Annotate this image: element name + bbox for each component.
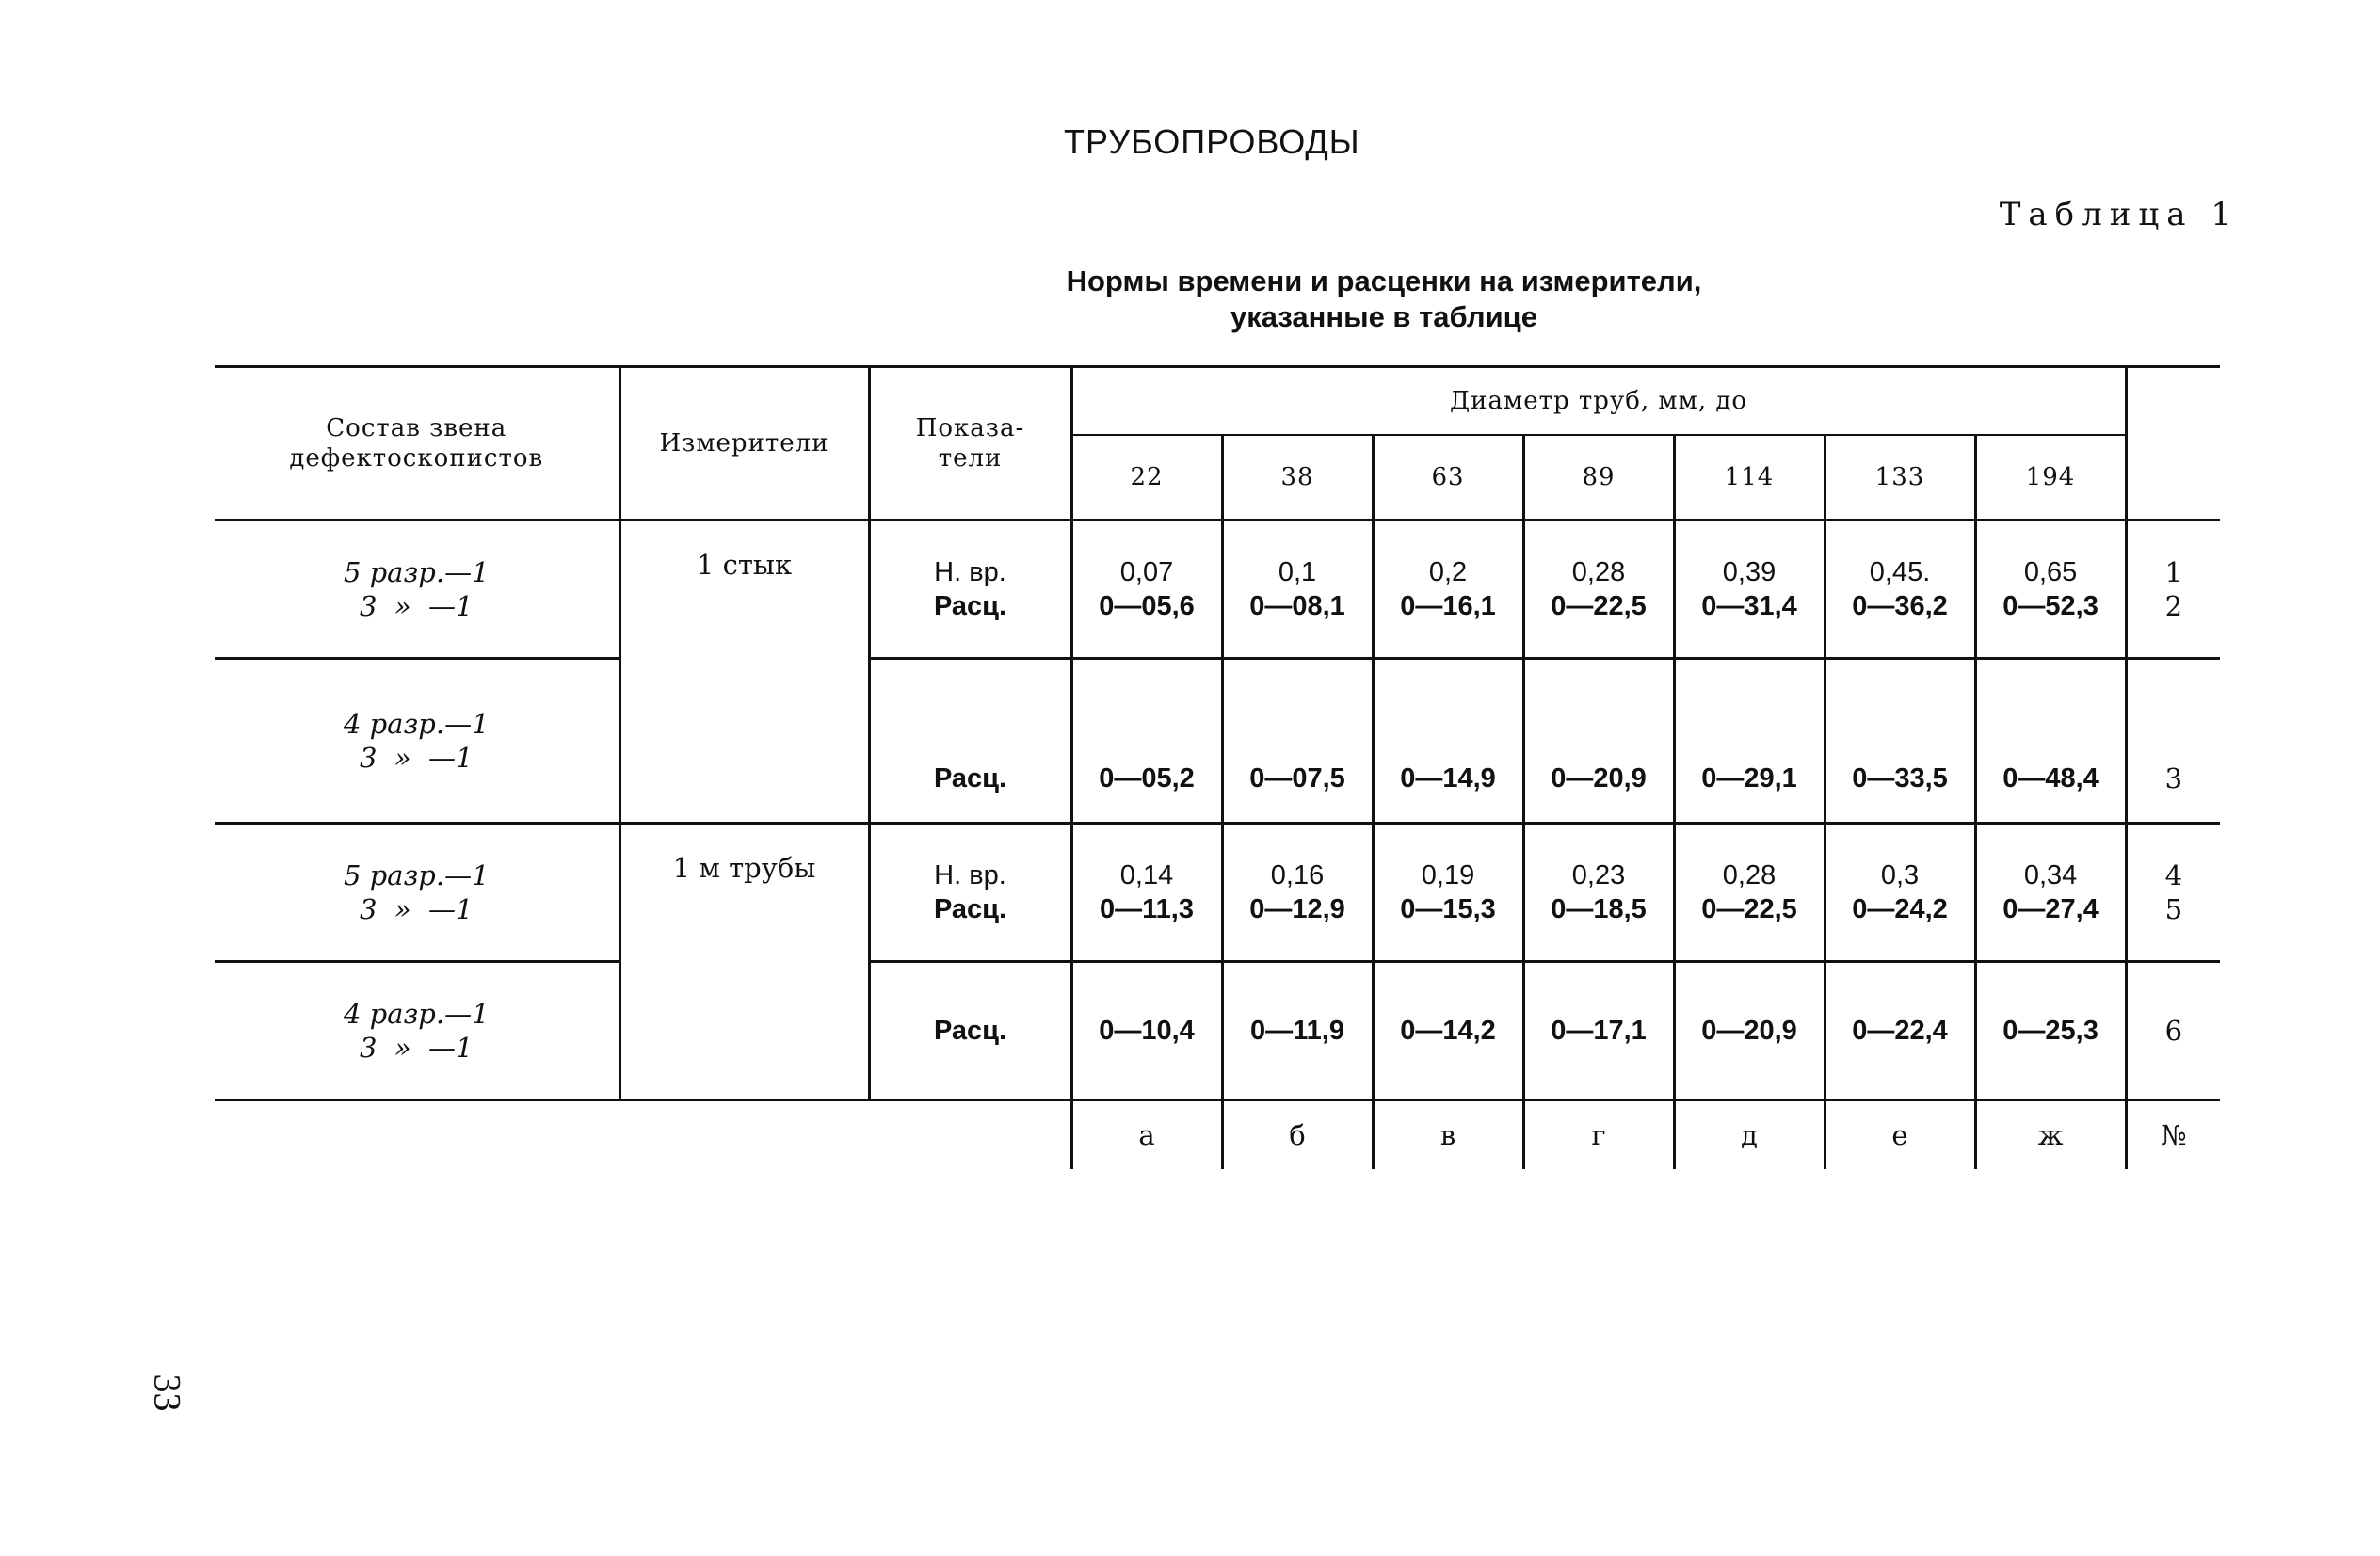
crew-line: 5 разр.—1 [343, 556, 490, 588]
value-cell [1373, 824, 1523, 962]
crew-line: 5 разр.—1 [343, 859, 490, 891]
rate-value: 0—18,5 [1551, 894, 1647, 924]
rate-value: 0—48,4 [1975, 659, 2126, 824]
row-number: 6 [2126, 962, 2220, 1100]
letters-blank [619, 1100, 869, 1170]
table-row [215, 962, 2220, 1100]
time-norm-value: 0,39 [1722, 557, 1777, 587]
rate-value: 0—36,2 [1852, 591, 1948, 621]
row-number: 1 [2164, 556, 2183, 588]
letters-blank [215, 1100, 619, 1170]
value-cell [1373, 521, 1523, 659]
indicators-cell [869, 824, 1071, 962]
rate-value: 0—20,9 [1523, 659, 1674, 824]
rate-value: 0—10,4 [1071, 962, 1222, 1100]
column-letter: г [1523, 1100, 1674, 1170]
time-norm-value: 0,28 [1571, 557, 1626, 587]
value-cell [1523, 521, 1674, 659]
number-header-blank [2126, 367, 2220, 521]
column-letter: ж [1975, 1100, 2126, 1170]
value-cell [1523, 824, 1674, 962]
section-title: ТРУБОПРОВОДЫ [1064, 122, 1360, 161]
crew-line: 3 » —1 [359, 742, 474, 774]
indicators-cell [869, 521, 1071, 659]
column-letter: е [1825, 1100, 1975, 1170]
column-letter: в [1373, 1100, 1523, 1170]
rate-value: 0—22,5 [1701, 894, 1797, 924]
crew-header-line-2: дефектоскопистов [289, 444, 544, 473]
rate-value: 0—12,9 [1249, 894, 1345, 924]
value-cell [1825, 824, 1975, 962]
value-cell [1975, 521, 2126, 659]
table-number: Таблица 1 [1999, 196, 2239, 233]
caption-line-1: Нормы времени и расценки на измерители, [1066, 265, 1702, 297]
indicators-header-line-1: Показа- [915, 414, 1025, 442]
diameter-63: 63 [1373, 435, 1523, 521]
diameter-133: 133 [1825, 435, 1975, 521]
value-cell [1674, 824, 1825, 962]
column-letter: б [1222, 1100, 1373, 1170]
rate-value: 0—17,1 [1523, 962, 1674, 1100]
rate-value: 0—15,3 [1400, 894, 1496, 924]
value-cell [1975, 824, 2126, 962]
time-norm-value: 0,16 [1270, 860, 1325, 890]
value-cell [1222, 824, 1373, 962]
crew-cell [215, 962, 619, 1100]
rate-value: 0—31,4 [1701, 591, 1797, 621]
time-norm-value: 0,28 [1722, 860, 1777, 890]
rate-value: 0—08,1 [1249, 591, 1345, 621]
time-norm-value: 0,65 [2023, 557, 2078, 587]
number-sign: № [2161, 1119, 2187, 1151]
rate-value: 0—16,1 [1400, 591, 1496, 621]
diameter-38: 38 [1222, 435, 1373, 521]
indicator-rate: Расц. [933, 591, 1007, 621]
caption-line-2: указанные в таблице [1230, 300, 1537, 333]
value-cell [1071, 824, 1222, 962]
row-number-cell [2126, 824, 2220, 962]
rate-value: 0—33,5 [1825, 659, 1975, 824]
indicators-header [869, 367, 1071, 521]
indicator-time-norm: Н. вр. [934, 860, 1006, 890]
crew-cell [215, 659, 619, 824]
diameter-22: 22 [1071, 435, 1222, 521]
column-letter: а [1071, 1100, 1222, 1170]
letters-blank [869, 1100, 1071, 1170]
column-letter: д [1674, 1100, 1825, 1170]
rate-value: 0—05,6 [1099, 591, 1195, 621]
rate-value: 0—22,5 [1551, 591, 1647, 621]
diameter-194: 194 [1975, 435, 2126, 521]
crew-line: 3 » —1 [359, 1032, 474, 1064]
row-number: 4 [2164, 859, 2183, 891]
time-norm-value: 0,34 [2023, 860, 2078, 890]
rate-value: 0—27,4 [2002, 894, 2099, 924]
indicators-cell [869, 659, 1071, 824]
table-row [215, 521, 2220, 659]
time-norm-value: 0,2 [1428, 557, 1468, 587]
diameter-89: 89 [1523, 435, 1674, 521]
rate-value: 0—05,2 [1071, 659, 1222, 824]
time-norm-value: 0,23 [1571, 860, 1626, 890]
row-number-cell [2126, 521, 2220, 659]
norms-table [215, 365, 2220, 1169]
value-cell [1825, 521, 1975, 659]
measures-header: Измерители [619, 367, 869, 521]
time-norm-value: 0,19 [1421, 860, 1475, 890]
crew-line: 4 разр.—1 [343, 708, 490, 740]
crew-header [215, 367, 619, 521]
time-norm-value: 0,1 [1278, 557, 1317, 587]
value-cell [1071, 521, 1222, 659]
header-row-1 [215, 367, 2220, 436]
rate-value: 0—25,3 [1975, 962, 2126, 1100]
diameter-header: Диаметр труб, мм, до [1071, 367, 2126, 436]
crew-header-line-1: Состав звена [326, 414, 507, 442]
indicator-time-norm: Н. вр. [934, 557, 1006, 587]
measure-cell: 1 стык [619, 521, 869, 824]
crew-cell [215, 824, 619, 962]
rate-value: 0—14,9 [1373, 659, 1523, 824]
time-norm-value: 0,07 [1119, 557, 1174, 587]
rate-value: 0—52,3 [2002, 591, 2099, 621]
crew-line: 3 » —1 [359, 590, 474, 622]
value-cell [1674, 521, 1825, 659]
rate-value: 0—14,2 [1373, 962, 1523, 1100]
row-number: 5 [2164, 893, 2183, 925]
indicator-rate: Расц. [933, 763, 1007, 794]
rate-value: 0—24,2 [1852, 894, 1948, 924]
measure-cell: 1 м трубы [619, 824, 869, 1100]
rate-value: 0—20,9 [1674, 962, 1825, 1100]
column-letters-row [215, 1100, 2220, 1170]
indicators-header-line-2: тели [938, 444, 1003, 473]
indicator-rate: Расц. [933, 894, 1007, 924]
value-cell [1222, 521, 1373, 659]
time-norm-value: 0,14 [1119, 860, 1174, 890]
time-norm-value: 0,3 [1880, 860, 1920, 890]
indicator-rate: Расц. [933, 1016, 1007, 1046]
table-row [215, 659, 2220, 824]
crew-line: 4 разр.—1 [343, 998, 490, 1030]
table-row [215, 824, 2220, 962]
rate-value: 0—07,5 [1222, 659, 1373, 824]
rate-value: 0—11,3 [1100, 894, 1194, 924]
row-number: 2 [2164, 590, 2183, 622]
diameter-114: 114 [1674, 435, 1825, 521]
crew-cell [215, 521, 619, 659]
time-norm-value: 0,45. [1869, 557, 1931, 587]
page-number: 33 [146, 1373, 189, 1412]
rate-value: 0—29,1 [1674, 659, 1825, 824]
crew-line: 3 » —1 [359, 893, 474, 925]
rate-value: 0—22,4 [1825, 962, 1975, 1100]
row-number: 3 [2126, 659, 2220, 824]
table-caption [716, 264, 2052, 335]
rate-value: 0—11,9 [1222, 962, 1373, 1100]
indicators-cell [869, 962, 1071, 1100]
